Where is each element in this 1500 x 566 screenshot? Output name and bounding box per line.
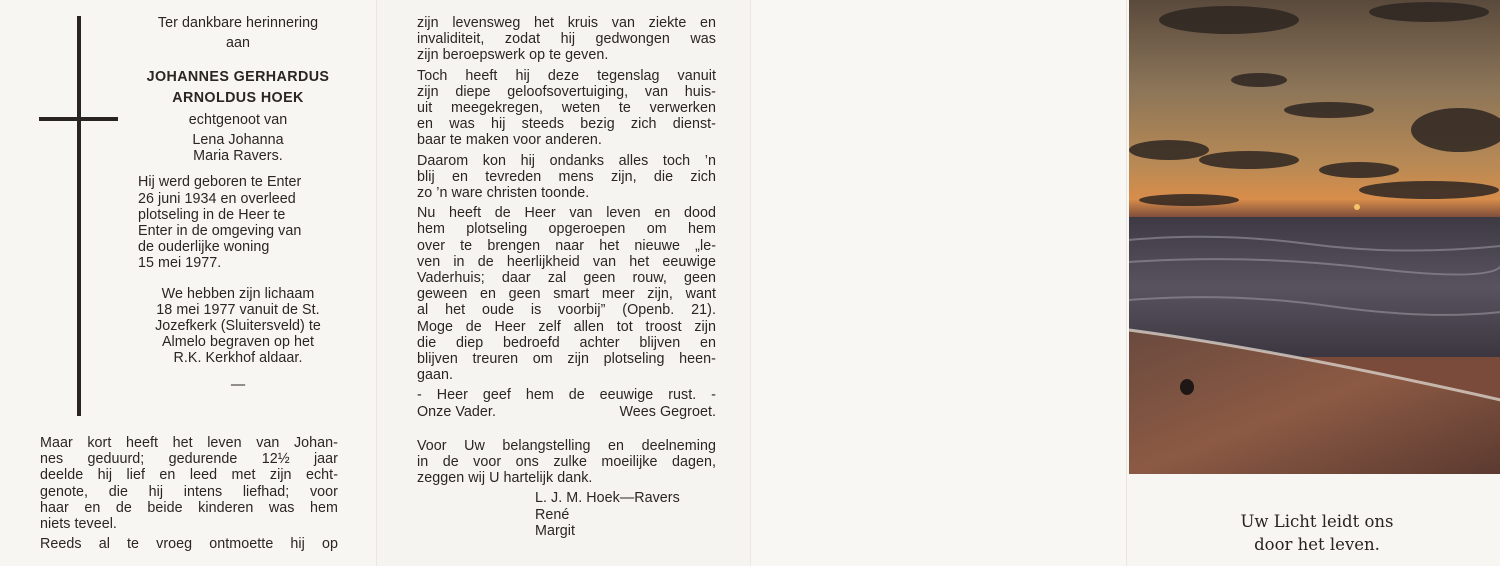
text-line: R.K. Kerkhof aldaar.: [173, 350, 303, 367]
caption-line: Uw Licht leidt ons: [1240, 512, 1394, 531]
text-line: over te brengen naar het nieuwe „le-: [417, 237, 716, 254]
header-line: aan: [225, 35, 250, 52]
spouse-line: Maria Ravers.: [193, 148, 283, 165]
caption-line: door het leven.: [1254, 535, 1380, 554]
text-line: We hebben zijn lichaam: [161, 285, 315, 302]
text-line: 18 mei 1977 vanuit de St.: [156, 301, 320, 318]
text-line: zijn levensweg het kruis van ziekte en: [417, 15, 716, 31]
text-line: Hij werd geboren te Enter: [138, 174, 302, 191]
spouse-line: echtgenoot van: [188, 111, 288, 128]
blank-panel: [750, 0, 1127, 566]
signers: [535, 490, 716, 539]
text-line: hem plotseling opgeroepen om hem: [417, 221, 716, 238]
prayer-line: - Heer geef hem de eeuwige rust. -: [417, 387, 716, 404]
paragraph-1: [417, 15, 716, 64]
prayer-our-father: Onze Vader.: [417, 403, 496, 420]
text-line: zeggen wij U hartelijk dank.: [417, 470, 593, 487]
text-line: ven in de heerlijkheid van het eeuwige: [417, 253, 716, 270]
text-line: nes geduurd; gedurende 12½ jaar: [40, 451, 338, 468]
text-line: invaliditeit, zodat hij gedwongen was: [417, 31, 716, 48]
text-line: Jozefkerk (Sluitersveld) te: [155, 318, 321, 335]
right-panel: [1126, 0, 1500, 566]
burial-text: [138, 286, 338, 367]
deceased-name: ARNOLDUS HOEK: [172, 89, 304, 106]
deceased-name: JOHANNES GERHARDUS: [146, 69, 330, 86]
text-line: deelde hij lief en leed met zijn echt-: [40, 467, 338, 484]
middle-panel: [376, 0, 751, 566]
born-died-text: [138, 174, 338, 271]
paragraph-2: [417, 68, 716, 149]
sunset-over-sea-photo: [1129, 0, 1500, 474]
paragraph-4: [417, 205, 716, 383]
cross-bar: [39, 117, 118, 121]
text-line: Vaderhuis; daar zal geen rouw, geen: [417, 270, 716, 287]
signer: René: [535, 506, 570, 523]
header-line: Ter dankbare herinnering: [157, 15, 319, 31]
text-line: zo ’n ware christen toonde.: [417, 185, 590, 202]
text-line: Almelo begraven op het: [161, 334, 315, 351]
text-line: in de voor ons zulke moeilijke dagen,: [417, 454, 716, 471]
text-line: al het oude is voorbij” (Openb. 21).: [417, 302, 716, 319]
text-line: plotseling in de Heer te: [138, 206, 286, 223]
spouse-line: Lena Johanna: [192, 132, 284, 149]
text-line: Daarom kon hij ondanks alles toch ’n: [417, 152, 716, 169]
text-line: gaan.: [417, 367, 454, 384]
signer: Margit: [535, 522, 576, 539]
memorial-header: [138, 15, 338, 393]
text-line: zijn beroepswerk op te geven.: [417, 47, 609, 64]
text-line: blijven treuren om zijn plotseling heen-: [417, 351, 716, 368]
text-line: 26 juni 1934 en overleed: [138, 190, 296, 207]
text-line: Voor Uw belangstelling en deelneming: [417, 437, 716, 454]
biography-continue: Reeds al te vroeg ontmoette hij op: [40, 536, 338, 553]
prayer-hail-mary: Wees Gegroet.: [619, 403, 716, 420]
text-line: baar te maken voor anderen.: [417, 132, 602, 149]
text-line: en was hij steeds bezig zich dienst-: [417, 116, 716, 133]
biography-paragraph: [40, 435, 338, 532]
text-line: blij en tevreden mens zijn, die zich: [417, 168, 716, 185]
left-panel: [0, 0, 376, 566]
text-line: haar en de beide kinderen was hem: [40, 499, 338, 516]
caption: [1207, 510, 1427, 556]
text-line: Nu heeft de Heer van leven en dood: [417, 205, 716, 222]
text-line: zijn diepe geloofsovertuiging, van huis-: [417, 83, 716, 100]
text-line: de ouderlijke woning: [138, 239, 270, 256]
text-line: niets teveel.: [40, 516, 117, 533]
paragraph-3: [417, 153, 716, 202]
text-line: 15 mei 1977.: [138, 255, 222, 272]
text-line: genote, die hij intens liefhad; voor: [40, 483, 338, 500]
prayer-row: [417, 404, 716, 420]
cross-icon: [77, 16, 81, 416]
signer: L. J. M. Hoek—Ravers: [535, 490, 680, 507]
text-line: geween en geen smart meer zijn, want: [417, 286, 716, 303]
divider: —: [230, 376, 246, 393]
text-line: die diep bedroefd achter blijven en: [417, 334, 716, 351]
text-line: uit meegekregen, weten te verwerken: [417, 100, 716, 117]
text-line: Moge de Heer zelf allen tot troost zijn: [417, 318, 716, 335]
biography-start: [40, 435, 338, 552]
thanks-paragraph: [417, 438, 716, 487]
text-line: Toch heeft hij deze tegenslag vanuit: [417, 67, 716, 84]
text-line: Maar kort heeft het leven van Johan-: [40, 435, 338, 451]
text-line: Enter in de omgeving van: [138, 223, 302, 240]
